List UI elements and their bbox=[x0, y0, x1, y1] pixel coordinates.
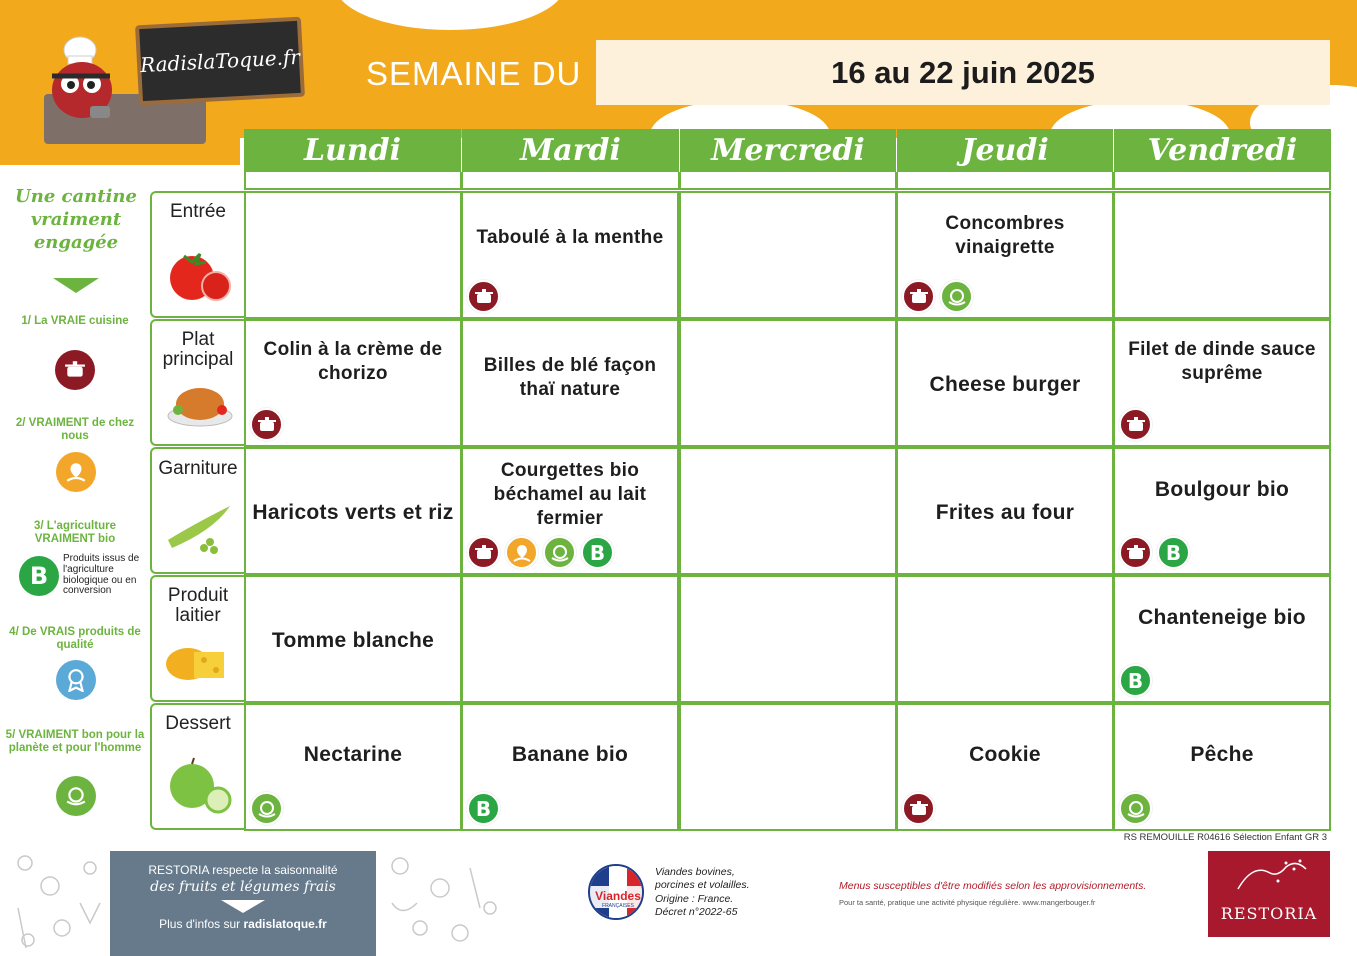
menu-cell bbox=[244, 703, 462, 831]
day-strip bbox=[244, 172, 462, 190]
planet-icon bbox=[56, 776, 96, 816]
dish-name bbox=[687, 331, 889, 409]
bio-icon: B bbox=[19, 556, 59, 596]
logo-text: RadislaToque.fr bbox=[139, 44, 301, 78]
menu-cell bbox=[896, 191, 1114, 319]
promo-prefix: Plus d'infos sur bbox=[159, 917, 241, 931]
menu-cell bbox=[679, 575, 897, 703]
dish-name: Concombres vinaigrette bbox=[945, 212, 1065, 258]
day-header-jeudi: Jeudi bbox=[897, 129, 1113, 172]
menu-cell bbox=[896, 575, 1114, 703]
dish-name: Banane bio bbox=[511, 742, 629, 766]
sidebar-item-label: 3/ L'agriculture VRAIMENT bio bbox=[34, 520, 116, 545]
bio-icon: B bbox=[1157, 536, 1190, 569]
pot-icon bbox=[467, 280, 500, 313]
dish-name bbox=[252, 203, 454, 281]
pot-icon bbox=[902, 792, 935, 825]
pot-icon bbox=[55, 350, 95, 390]
row-label-text: Produit laitier bbox=[167, 585, 229, 626]
promo-line-3 bbox=[110, 917, 376, 931]
menu-cell bbox=[461, 703, 679, 831]
meat-origin-line: porcines et volailles. bbox=[655, 879, 750, 892]
vf-logo-subtext: FRANÇAISES bbox=[602, 903, 634, 909]
restoria-wordmark: RESTORIA bbox=[1220, 904, 1318, 923]
menu-cell bbox=[1113, 319, 1331, 447]
dish-name: Boulgour bio bbox=[1154, 477, 1290, 501]
dish-name: Billes de blé façon thaï nature bbox=[483, 354, 657, 400]
meat-origin-line: Viandes bovines, bbox=[655, 866, 735, 878]
vf-logo-text: Viandes bbox=[595, 889, 641, 903]
dish-name: Chanteneige bio bbox=[1138, 605, 1306, 629]
meat-origin-line: Décret n°2022-65 bbox=[655, 906, 738, 919]
menu-cell bbox=[244, 191, 462, 319]
bio-icon: B bbox=[581, 536, 614, 569]
row-label-entree bbox=[150, 191, 244, 318]
sidebar-item-label: 1/ La VRAIE cuisine bbox=[21, 315, 129, 327]
dish-name: Nectarine bbox=[303, 742, 403, 766]
sidebar-item-label: 2/ VRAIMENT de chez nous bbox=[15, 417, 135, 442]
dish-name: Pêche bbox=[1190, 742, 1254, 766]
dish-name: Cookie bbox=[969, 742, 1041, 766]
promo-line-1: RESTORIA respecte la saisonnalité bbox=[148, 863, 338, 877]
pot-icon bbox=[467, 536, 500, 569]
dish-name bbox=[687, 203, 889, 281]
row-label-produit-laitier bbox=[150, 575, 244, 702]
radislatoque-logo[interactable] bbox=[135, 17, 305, 106]
menu-cell bbox=[679, 191, 897, 319]
day-strip bbox=[679, 172, 897, 190]
cloud-decoration bbox=[335, 0, 565, 30]
planet-icon bbox=[1119, 792, 1152, 825]
row-label-dessert bbox=[150, 703, 244, 830]
menu-cell bbox=[461, 575, 679, 703]
day-header-mardi: Mardi bbox=[462, 129, 679, 172]
week-label: SEMAINE DU bbox=[366, 55, 582, 92]
restoria-logo[interactable] bbox=[1208, 851, 1330, 937]
tomato-icon bbox=[164, 244, 234, 302]
day-header-mercredi: Mercredi bbox=[680, 129, 896, 172]
seasonality-promo[interactable] bbox=[110, 851, 376, 956]
menu-cell bbox=[244, 319, 462, 447]
dish-name: Filet de dinde sauce suprême bbox=[1128, 338, 1316, 384]
day-strip bbox=[1113, 172, 1331, 190]
arrow-down-icon bbox=[53, 278, 99, 293]
restoria-emblem-icon bbox=[1208, 851, 1330, 901]
pot-icon bbox=[1119, 536, 1152, 569]
promo-link[interactable]: radislatoque.fr bbox=[243, 917, 327, 931]
menu-cell bbox=[679, 447, 897, 575]
dish-name: Tomme blanche bbox=[271, 628, 435, 652]
pot-icon bbox=[250, 408, 283, 441]
planet-icon bbox=[543, 536, 576, 569]
menu-cell bbox=[679, 319, 897, 447]
menu-cell bbox=[244, 575, 462, 703]
bio-note: Produits issus de l'agriculture biologique ou en conversion bbox=[63, 553, 140, 597]
menu-cell bbox=[244, 447, 462, 575]
row-label-garniture bbox=[150, 447, 244, 574]
week-dates-box bbox=[596, 40, 1330, 105]
dish-name bbox=[687, 587, 889, 665]
day-strip bbox=[461, 172, 680, 190]
sidebar-title: Une cantine vraiment engagée bbox=[15, 186, 137, 253]
menu-cell bbox=[461, 319, 679, 447]
health-message: Pour ta santé, pratique une activité physique régulière. www.mangerbouger.fr bbox=[839, 898, 1096, 907]
sidebar-item-label: 4/ De VRAIS produits de qualité bbox=[9, 626, 141, 651]
dish-name bbox=[469, 587, 671, 665]
dish-name bbox=[687, 715, 889, 793]
pot-icon bbox=[902, 280, 935, 313]
row-label-text: Entrée bbox=[170, 201, 226, 222]
day-strip bbox=[896, 172, 1114, 190]
day-header-lundi: Lundi bbox=[244, 129, 461, 172]
week-dates: 16 au 22 juin 2025 bbox=[831, 54, 1095, 90]
menu-cell bbox=[461, 447, 679, 575]
dish-name: Haricots verts et riz bbox=[252, 500, 454, 524]
row-label-text: Garniture bbox=[158, 458, 238, 479]
row-label-text: Dessert bbox=[165, 713, 231, 734]
dish-name bbox=[687, 459, 889, 537]
menu-cell bbox=[1113, 575, 1331, 703]
menu-cell bbox=[896, 319, 1114, 447]
quality-icon bbox=[56, 660, 96, 700]
cheese-icon bbox=[164, 628, 234, 686]
roast-chicken-icon bbox=[164, 372, 234, 430]
menu-cell bbox=[461, 191, 679, 319]
dish-name: Frites au four bbox=[935, 500, 1075, 524]
peas-icon bbox=[164, 500, 234, 558]
dish-name: Colin à la crème de chorizo bbox=[263, 338, 443, 384]
menu-reference: RS REMOUILLE R04616 Sélection Enfant GR 3 bbox=[1123, 832, 1327, 843]
planet-icon bbox=[250, 792, 283, 825]
dish-name bbox=[904, 587, 1106, 665]
planet-icon bbox=[940, 280, 973, 313]
dish-name: Cheese burger bbox=[929, 372, 1081, 396]
day-header-vendredi: Vendredi bbox=[1114, 129, 1331, 172]
menu-cell bbox=[1113, 191, 1331, 319]
meat-origin-info bbox=[655, 866, 750, 920]
menu-cell bbox=[896, 703, 1114, 831]
row-label-text: Plat principal bbox=[162, 329, 234, 370]
dish-name: Courgettes bio béchamel au lait fermier bbox=[493, 459, 647, 530]
radis-chef-mascot-icon bbox=[30, 20, 130, 130]
menu-cell bbox=[896, 447, 1114, 575]
viandes-francaises-logo bbox=[588, 864, 644, 920]
menu-cell bbox=[1113, 447, 1331, 575]
sidebar-item-label: 5/ VRAIMENT bon pour la planète et pour l'homme bbox=[5, 729, 145, 754]
menu-change-notice: Menus susceptibles d'être modifiés selon les approvisionnements. bbox=[839, 880, 1147, 892]
dish-name: Taboulé à la menthe bbox=[476, 226, 664, 248]
menu-cell bbox=[679, 703, 897, 831]
arrow-down-icon bbox=[221, 900, 265, 913]
bio-icon: B bbox=[1119, 664, 1152, 697]
row-label-plat-principal bbox=[150, 319, 244, 446]
meat-origin-line: Origine : France. bbox=[655, 892, 734, 905]
bio-icon: B bbox=[467, 792, 500, 825]
menu-cell bbox=[1113, 703, 1331, 831]
pot-icon bbox=[1119, 408, 1152, 441]
local-icon bbox=[505, 536, 538, 569]
local-icon bbox=[56, 452, 96, 492]
apple-icon bbox=[164, 756, 234, 814]
dish-name bbox=[1121, 203, 1323, 281]
promo-line-2: des fruits et légumes frais bbox=[150, 879, 336, 895]
